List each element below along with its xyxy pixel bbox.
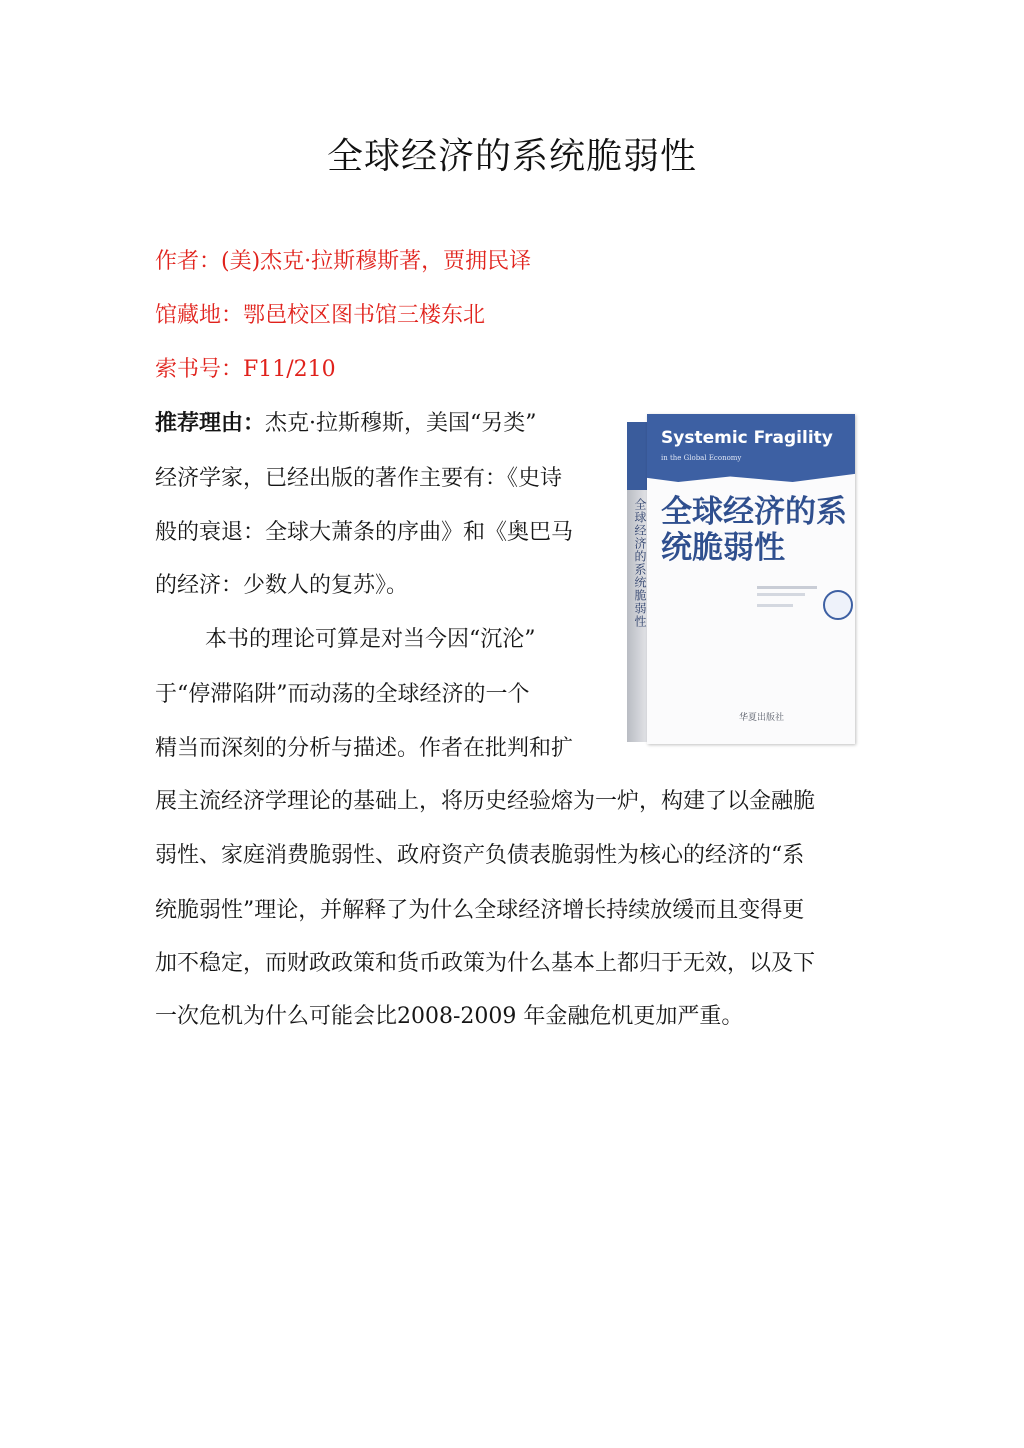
book-spine-band bbox=[627, 422, 649, 490]
recommendation-line-1 bbox=[155, 406, 537, 437]
book-front-cover bbox=[647, 414, 855, 744]
book-badge-icon bbox=[823, 590, 853, 620]
book-english-title: Systemic Fragility bbox=[661, 428, 833, 448]
paragraph-line-5: 弱性、家庭消费脆弱性、政府资产负债表脆弱性为核心的经济的“系 bbox=[155, 843, 805, 868]
recommendation-label: 推荐理由： bbox=[155, 410, 266, 436]
paragraph-line-7: 加不稳定，而财政政策和货币政策为什么基本上都归于无效，以及下 bbox=[155, 951, 816, 976]
book-spine bbox=[627, 422, 649, 742]
book-english-subtitle: in the Global Economy bbox=[661, 454, 742, 462]
recommendation-line-2: 经济学家，已经出版的著作主要有：《史诗 bbox=[155, 466, 563, 491]
paragraph-line-3: 精当而深刻的分析与描述。作者在批判和扩 bbox=[155, 736, 574, 761]
paragraph-line-6: 统脆弱性”理论，并解释了为什么全球经济增长持续放缓而且变得更 bbox=[155, 898, 805, 923]
recommendation-line-3: 般的衰退：全球大萧条的序曲》和《奥巴马 bbox=[155, 520, 574, 545]
book-cover-band bbox=[647, 414, 855, 482]
book-chinese-title: 全球经济的系统脆弱性 bbox=[661, 494, 847, 566]
page-title: 全球经济的系统脆弱性 bbox=[326, 136, 697, 177]
author-line: 作者：(美)杰克·拉斯穆斯著，贾拥民译 bbox=[155, 249, 532, 274]
paragraph-line-8: 一次危机为什么可能会比2008-2009 年金融危机更加严重。 bbox=[155, 1004, 744, 1029]
book-cover-image bbox=[627, 414, 855, 744]
book-author-block bbox=[757, 582, 817, 615]
paragraph-line-2: 于“停滞陷阱”而动荡的全球经济的一个 bbox=[155, 682, 530, 707]
paragraph-line-1: 本书的理论可算是对当今因“沉沦” bbox=[205, 627, 536, 652]
call-number-line: 索书号：F11/210 bbox=[155, 357, 336, 382]
recommendation-text: 杰克·拉斯穆斯，美国“另类” bbox=[265, 411, 537, 436]
book-publisher: 华夏出版社 bbox=[739, 713, 785, 723]
paragraph-line-4: 展主流经济学理论的基础上，将历史经验熔为一炉，构建了以金融脆 bbox=[155, 789, 816, 814]
location-line: 馆藏地：鄂邑校区图书馆三楼东北 bbox=[155, 303, 486, 328]
book-spine-title: 全球经济的系统脆弱性 bbox=[633, 498, 647, 628]
recommendation-line-4: 的经济：少数人的复苏》。 bbox=[155, 573, 409, 598]
